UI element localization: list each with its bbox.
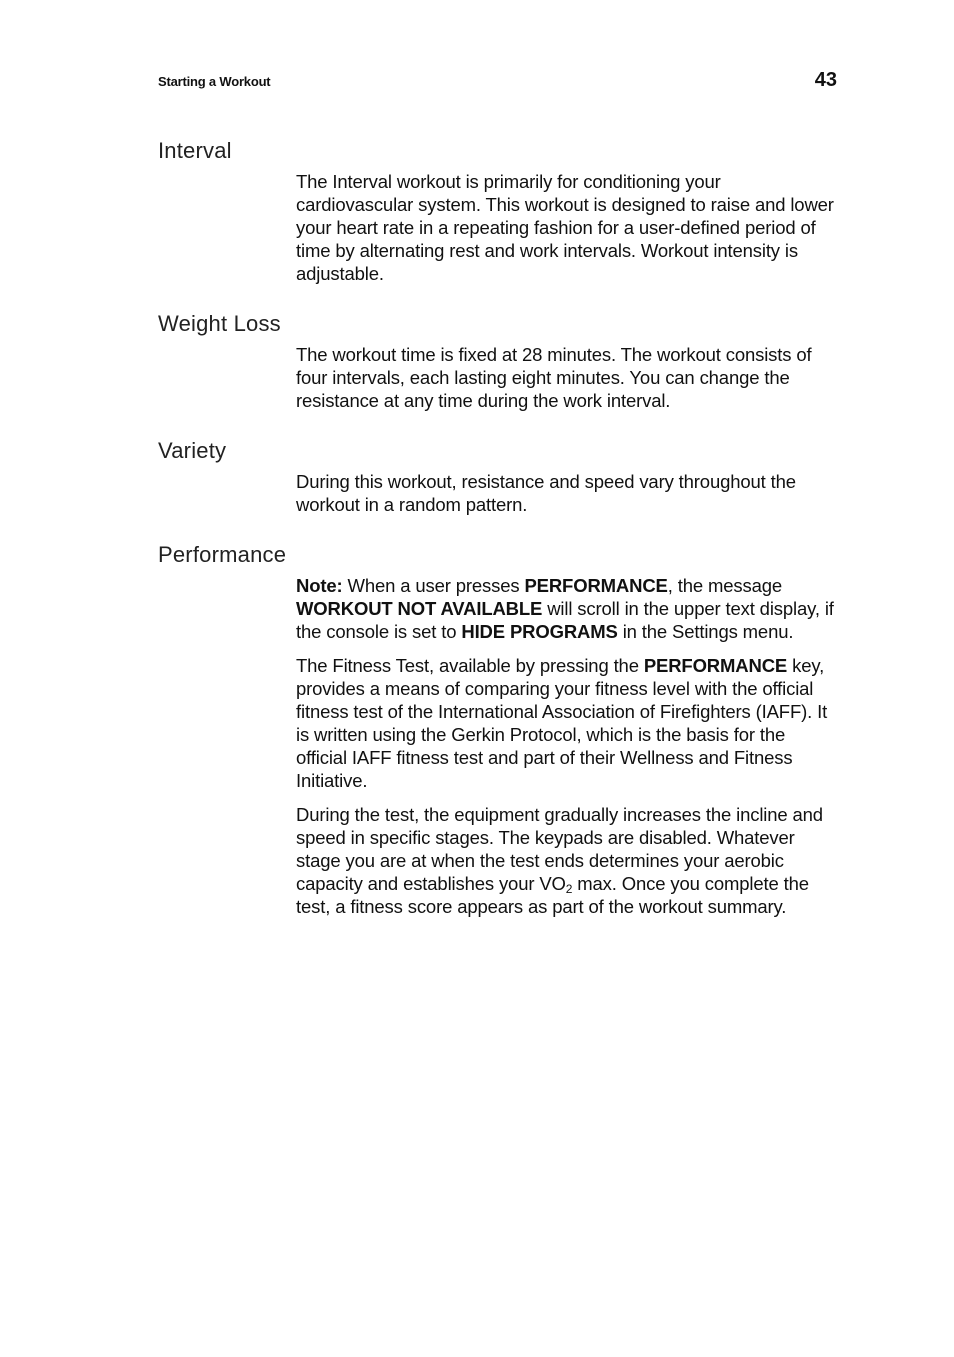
section-body [296, 343, 840, 412]
test-details-paragraph [296, 803, 840, 918]
note-text: , the message [667, 575, 783, 596]
section-body [296, 574, 840, 918]
section-heading: Performance [158, 542, 287, 567]
setting-name: HIDE PROGRAMS [461, 621, 618, 642]
section-performance [158, 542, 840, 918]
performance-key-name: PERFORMANCE [524, 575, 668, 596]
note-paragraph [296, 574, 840, 643]
note-label: Note: [296, 575, 343, 596]
section-body [296, 470, 840, 516]
paragraph-text: During the test, the equipment gradually increases the incline and speed in specific stages. The keypads are disabled. Whatever stage you are at when the test ends determines your aerobic capacity and establishes your VO [296, 804, 823, 894]
paragraph: The workout time is fixed at 28 minutes. The workout consists of four intervals, each lasting eight minutes. You can change the resistance at any time during the work interval. [296, 344, 812, 411]
subscript: 2 [565, 882, 573, 896]
page-content [158, 138, 840, 944]
note-text: in the Settings menu. [617, 621, 794, 642]
page-number: 43 [814, 69, 837, 91]
section-heading: Interval [158, 138, 232, 163]
paragraph-text: The Fitness Test, available by pressing the [296, 655, 644, 676]
paragraph-text: max. Once you complete the test, a fitness score appears as part of the workout summary. [296, 873, 809, 917]
running-head: Starting a Workout [158, 74, 271, 89]
section-interval [158, 138, 840, 285]
paragraph: The Interval workout is primarily for conditioning your cardiovascular system. This workout is designed to raise and lower your heart rate in a repeating fashion for a user-defined period of time by alternating rest and work intervals. Workout intensity is adjustable. [296, 171, 834, 284]
performance-key-name: PERFORMANCE [643, 655, 788, 676]
note-text: will scroll in the upper text display, if the console is set to [296, 598, 834, 642]
message-text: WORKOUT NOT AVAILABLE [296, 598, 543, 619]
fitness-test-paragraph [296, 654, 840, 792]
section-variety [158, 438, 840, 516]
section-weight-loss [158, 311, 840, 412]
section-heading: Weight Loss [158, 311, 281, 336]
paragraph-text: key, provides a means of comparing your fitness level with the official fitness test of the International Association of Firefighters (IAFF). It is written using the Gerkin Protocol, which is the basis for the official IAFF fitness test and part of their Wellness and Fitness Initiative. [296, 655, 828, 791]
note-text: When a user presses [342, 575, 525, 596]
section-heading: Variety [158, 438, 227, 463]
paragraph: During this workout, resistance and speed vary throughout the workout in a random pattern. [296, 471, 796, 515]
section-body [296, 170, 840, 285]
